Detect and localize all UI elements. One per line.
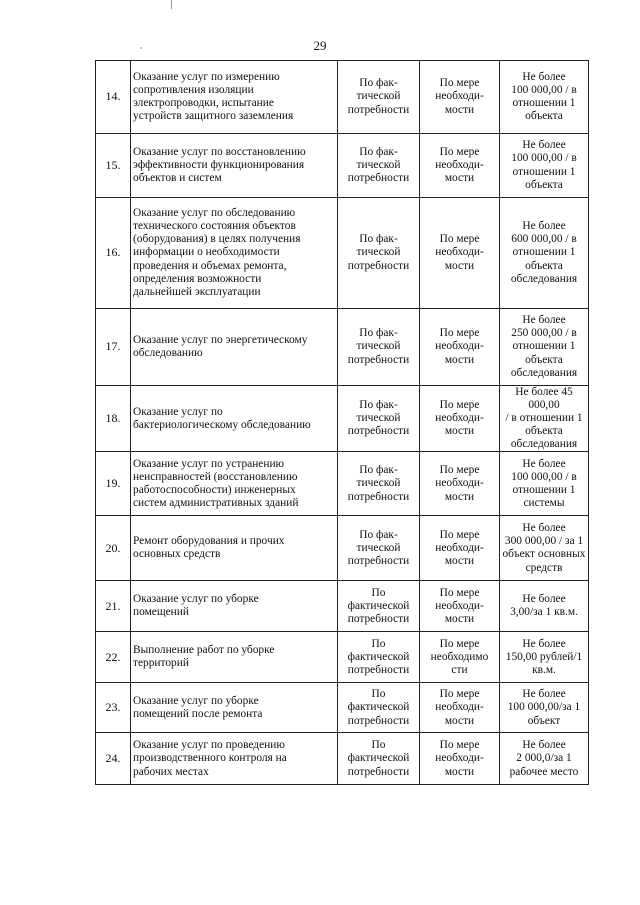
row-number: 22. — [96, 632, 131, 683]
need-basis: По фак- тической потребности — [338, 452, 420, 516]
service-name: Оказание услуг по обследованию технического состояния объектов (оборудования) в целях получения информации о необходимости проведения и объемах ремонта, определения возможности дальнейшей эксплуатации — [131, 198, 338, 309]
service-name: Выполнение работ по уборке территорий — [131, 632, 338, 683]
service-name: Оказание услуг по уборке помещений — [131, 581, 338, 632]
scan-mark — [171, 0, 172, 9]
table-row — [96, 452, 589, 516]
need-basis: По фактической потребности — [338, 683, 420, 733]
frequency: По мере необходи- мости — [420, 683, 500, 733]
cost-limit: Не более 45 000,00 / в отношении 1 объекта обследования — [500, 386, 589, 452]
frequency: По мере необходи- мости — [420, 309, 500, 386]
row-number: 21. — [96, 581, 131, 632]
need-basis: По фак- тической потребности — [338, 386, 420, 452]
service-name: Ремонт оборудования и прочих основных средств — [131, 516, 338, 581]
services-table — [95, 60, 589, 785]
row-number: 15. — [96, 134, 131, 198]
need-basis: По фак- тической потребности — [338, 516, 420, 581]
cost-limit: Не более 300 000,00 / за 1 объект основных средств — [500, 516, 589, 581]
row-number: 14. — [96, 61, 131, 134]
service-name: Оказание услуг по измерению сопротивления изоляции электропроводки, испытание устройств защитного заземления — [131, 61, 338, 134]
frequency: По мере необходи- мости — [420, 452, 500, 516]
cost-limit: Не более 100 000,00 / в отношении 1 объекта — [500, 61, 589, 134]
cost-limit: Не более 3,00/за 1 кв.м. — [500, 581, 589, 632]
service-name: Оказание услуг по устранению неисправностей (восстановлению работоспособности) инженерных систем административных зданий — [131, 452, 338, 516]
cost-limit: Не более 600 000,00 / в отношении 1 объекта обследования — [500, 198, 589, 309]
row-number: 24. — [96, 733, 131, 785]
row-number: 17. — [96, 309, 131, 386]
service-name: Оказание услуг по бактериологическому обследованию — [131, 386, 338, 452]
need-basis: По фактической потребности — [338, 581, 420, 632]
service-name: Оказание услуг по восстановлению эффективности функционирования объектов и систем — [131, 134, 338, 198]
frequency: По мере необходи- мости — [420, 581, 500, 632]
frequency: По мере необходи- мости — [420, 733, 500, 785]
need-basis: По фактической потребности — [338, 733, 420, 785]
table-row — [96, 61, 589, 134]
need-basis: По фактической потребности — [338, 632, 420, 683]
table-row — [96, 683, 589, 733]
need-basis: По фак- тической потребности — [338, 309, 420, 386]
table-row — [96, 516, 589, 581]
cost-limit: Не более 100 000,00 / в отношении 1 объекта — [500, 134, 589, 198]
need-basis: По фак- тической потребности — [338, 198, 420, 309]
table-row — [96, 134, 589, 198]
frequency: По мере необходи- мости — [420, 134, 500, 198]
cost-limit: Не более 150,00 рублей/1 кв.м. — [500, 632, 589, 683]
service-name: Оказание услуг по проведению производственного контроля на рабочих местах — [131, 733, 338, 785]
row-number: 23. — [96, 683, 131, 733]
frequency: По мере необходи- мости — [420, 61, 500, 134]
cost-limit: Не более 100 000,00 / в отношении 1 системы — [500, 452, 589, 516]
frequency: По мере необходи- мости — [420, 516, 500, 581]
service-name: Оказание услуг по уборке помещений после ремонта — [131, 683, 338, 733]
table-row — [96, 309, 589, 386]
need-basis: По фак- тической потребности — [338, 134, 420, 198]
frequency: По мере необходи- мости — [420, 386, 500, 452]
table-row — [96, 733, 589, 785]
row-number: 19. — [96, 452, 131, 516]
need-basis: По фак- тической потребности — [338, 61, 420, 134]
table-row — [96, 581, 589, 632]
row-number: 20. — [96, 516, 131, 581]
table-row — [96, 198, 589, 309]
frequency: По мере необходи- мости — [420, 198, 500, 309]
page-number: 29 — [313, 38, 327, 53]
frequency: По мере необходимо сти — [420, 632, 500, 683]
cost-limit: Не более 250 000,00 / в отношении 1 объекта обследования — [500, 309, 589, 386]
table-row — [96, 632, 589, 683]
table-row — [96, 386, 589, 452]
row-number: 16. — [96, 198, 131, 309]
service-name: Оказание услуг по энергетическому обследованию — [131, 309, 338, 386]
row-number: 18. — [96, 386, 131, 452]
cost-limit: Не более 2 000,0/за 1 рабочее место — [500, 733, 589, 785]
cost-limit: Не более 100 000,00/за 1 объект — [500, 683, 589, 733]
